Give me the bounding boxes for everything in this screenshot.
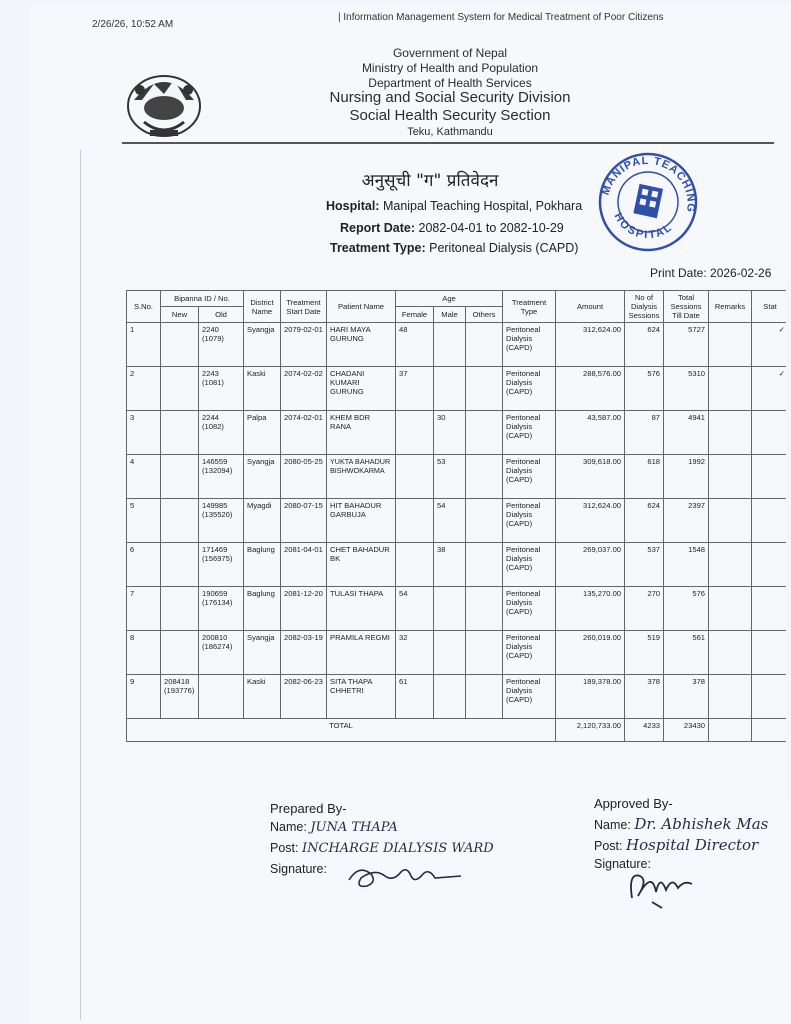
cell-others [466,631,503,675]
cell-total-sessions: 2397 [664,499,709,543]
total-row [127,719,789,742]
table-row [127,411,789,455]
svg-text:HOSPITAL: HOSPITAL [611,211,676,242]
header-new: New [161,307,199,323]
cell-district: Syangja [244,631,281,675]
cell-total-sessions: 4941 [664,411,709,455]
cell-district: Palpa [244,411,281,455]
cell-amount: 43,587.00 [556,411,625,455]
cell-remarks [709,543,752,587]
header-old: Old [199,307,244,323]
cell-amount: 135,270.00 [556,587,625,631]
approved-signature-label: Signature: [594,857,651,871]
header-remarks: Remarks [709,291,752,323]
report-date-info [340,221,564,235]
cell-old-id: 2240 [202,325,219,334]
header-sessions: No of Dialysis Sessions [625,291,664,323]
cell-male: 54 [434,499,466,543]
cell-new [161,411,199,455]
cell-old-sub: (176134) [202,598,233,607]
cell-others [466,499,503,543]
cell-old-sub: (156975) [202,554,233,563]
cell-new-id: 208418 [164,677,190,686]
cell-district: Syangja [244,455,281,499]
total-status [752,719,789,742]
cell-male [434,323,466,367]
cell-treatment-type: Peritoneal Dialysis (CAPD) [503,411,556,455]
header-treatment-type: Treatment Type [503,291,556,323]
cell-old-id: 149985 [202,501,228,510]
header-bipanna: Bipanna ID / No. [161,291,244,307]
cell-district: Kaski [244,367,281,411]
cell-treatment-type: Peritoneal Dialysis (CAPD) [503,499,556,543]
total-sessions-till-date: 23430 [664,719,709,742]
cell-sessions: 618 [625,455,664,499]
cell-old-id: 200810 [202,633,228,642]
nepal-emblem-icon [120,60,208,144]
cell-female [396,411,434,455]
approved-signature-mark [622,862,702,912]
table-row [127,367,789,411]
cell-old-id: 2244 [202,413,219,422]
header-female: Female [396,307,434,323]
cell-new-sub: (193776) [164,686,195,695]
prepared-name-line [270,820,494,841]
cell-patient-name: PRAMILA REGMI [327,631,396,675]
table-row [127,543,789,587]
cell-sno: 9 [127,675,161,719]
cell-others [466,675,503,719]
cell-patient-name: CHADANI KUMARI GURUNG [327,367,396,411]
cell-female [396,455,434,499]
cell-new [161,367,199,411]
cell-total-sessions: 1548 [664,543,709,587]
prepared-signature-mark [345,858,465,892]
prepared-heading: Prepared By- [270,801,347,816]
cell-status [752,411,789,455]
cell-start-date: 2079-02-01 [281,323,327,367]
cell-sessions: 537 [625,543,664,587]
cell-treatment-type: Peritoneal Dialysis (CAPD) [503,543,556,587]
cell-district: Kaski [244,675,281,719]
prepared-post-label: Post: [270,841,299,855]
table-row [127,631,789,675]
header-district: District Name [244,291,281,323]
cell-treatment-type: Peritoneal Dialysis (CAPD) [503,631,556,675]
table-row [127,499,789,543]
hospital-value: Manipal Teaching Hospital, Pokhara [382,199,583,213]
svg-text:MANIPAL TEACHING: MANIPAL TEACHING [599,154,697,214]
cell-old [199,367,244,411]
cell-old [199,323,244,367]
cell-old-sub: (132094) [202,466,233,475]
approved-name-label: Name: [594,818,631,832]
cell-new [161,631,199,675]
system-title: | Information Management System for Medical Treatment of Poor Citizens [338,12,664,23]
cell-others [466,323,503,367]
cell-remarks [709,411,752,455]
cell-others [466,543,503,587]
approved-post-label: Post: [594,839,623,853]
cell-start-date: 2080-07-15 [281,499,327,543]
cell-start-date: 2081-04-01 [281,543,327,587]
cell-sessions: 270 [625,587,664,631]
approved-post-line [594,836,768,857]
table-row [127,455,789,499]
prepared-name-value: JUNA THAPA [310,820,398,835]
approved-post-value: Hospital Director [625,836,759,854]
treatment-type-value: Peritoneal Dialysis (CAPD) [429,241,579,255]
cell-treatment-type: Peritoneal Dialysis (CAPD) [503,367,556,411]
cell-amount: 269,037.00 [556,543,625,587]
cell-sno: 2 [127,367,161,411]
cell-old-id: 2243 [202,369,219,378]
prepared-name-label: Name: [270,820,307,834]
cell-male [434,367,466,411]
cell-male: 30 [434,411,466,455]
approved-heading: Approved By- [594,796,673,811]
cell-female: 32 [396,631,434,675]
cell-total-sessions: 5727 [664,323,709,367]
header-age: Age [396,291,503,307]
cell-old [199,631,244,675]
cell-new [161,675,199,719]
cell-patient-name: HIT BAHADUR GARBUJA [327,499,396,543]
hospital-seal-stamp [592,150,704,254]
cell-new [161,499,199,543]
header-ministry: Ministry of Health and Population [361,61,539,75]
header-section: Social Health Security Section [349,107,551,124]
cell-district: Syangja [244,323,281,367]
cell-others [466,367,503,411]
cell-patient-name: KHEM BDR RANA [327,411,396,455]
cell-sno: 8 [127,631,161,675]
cell-others [466,455,503,499]
cell-others [466,587,503,631]
cell-remarks [709,455,752,499]
page-edge-mask [786,280,791,800]
cell-sno: 4 [127,455,161,499]
cell-new [161,323,199,367]
cell-male [434,675,466,719]
cell-remarks [709,499,752,543]
cell-sno: 1 [127,323,161,367]
header-total-sessions: Total Sessions Till Date [664,291,709,323]
cell-treatment-type: Peritoneal Dialysis (CAPD) [503,587,556,631]
total-amount: 2,120,733.00 [556,719,625,742]
cell-male [434,587,466,631]
cell-new [161,543,199,587]
cell-amount: 260,019.00 [556,631,625,675]
cell-old [199,675,244,719]
cell-remarks [709,675,752,719]
table-row [127,587,789,631]
cell-remarks [709,323,752,367]
header-sno: S.No. [127,291,161,323]
cell-old [199,411,244,455]
cell-female [396,499,434,543]
cell-sno: 6 [127,543,161,587]
cell-treatment-type: Peritoneal Dialysis (CAPD) [503,675,556,719]
cell-sno: 5 [127,499,161,543]
cell-amount: 288,576.00 [556,367,625,411]
cell-start-date: 2081-12-20 [281,587,327,631]
header-start-date: Treatment Start Date [281,291,327,323]
total-remarks [709,719,752,742]
cell-old [199,587,244,631]
hospital-info [326,199,582,213]
cell-male [434,631,466,675]
cell-sno: 3 [127,411,161,455]
cell-female: 37 [396,367,434,411]
header-male: Male [434,307,466,323]
cell-old-id: 171469 [202,545,228,554]
cell-old [199,455,244,499]
prepared-post-value: INCHARGE DIALYSIS WARD [301,841,494,856]
cell-remarks [709,587,752,631]
cell-total-sessions: 378 [664,675,709,719]
header-division: Nursing and Social Security Division [329,89,571,106]
cell-status [752,499,789,543]
cell-new [161,587,199,631]
treatment-type-label: Treatment Type: [330,241,426,255]
treatment-type-info [330,241,578,255]
cell-remarks [709,631,752,675]
cell-start-date: 2074-02-01 [281,411,327,455]
cell-female: 48 [396,323,434,367]
table-row [127,675,789,719]
page-edge-line [80,150,81,1020]
header-department: Department of Health Services [368,76,532,90]
report-title: अनुसूची "ग" प्रतिवेदन [361,171,499,191]
prepared-signature-label: Signature: [270,862,327,876]
cell-district: Baglung [244,587,281,631]
cell-status [752,543,789,587]
cell-female: 54 [396,587,434,631]
cell-status [752,675,789,719]
cell-old-sub: (1081) [202,378,224,387]
cell-old-sub: (1082) [202,422,224,431]
cell-treatment-type: Peritoneal Dialysis (CAPD) [503,455,556,499]
report-date-value: 2082-04-01 to 2082-10-29 [418,221,564,235]
print-date: Print Date: 2026-02-26 [650,266,772,280]
cell-patient-name: HARI MAYA GURUNG [327,323,396,367]
cell-total-sessions: 1992 [664,455,709,499]
cell-status: ✓ [752,323,789,367]
cell-start-date: 2082-06-23 [281,675,327,719]
cell-sessions: 87 [625,411,664,455]
header-government: Government of Nepal [392,46,508,60]
cell-old [199,499,244,543]
cell-old-sub: (186274) [202,642,233,651]
cell-old-sub: (135520) [202,510,233,519]
cell-status: ✓ [752,367,789,411]
cell-treatment-type: Peritoneal Dialysis (CAPD) [503,323,556,367]
cell-male: 53 [434,455,466,499]
cell-start-date: 2082-03-19 [281,631,327,675]
cell-sessions: 519 [625,631,664,675]
cell-amount: 309,618.00 [556,455,625,499]
cell-start-date: 2074-02-02 [281,367,327,411]
header-address: Teku, Kathmandu [407,126,493,138]
total-label: TOTAL [127,719,556,742]
cell-female: 61 [396,675,434,719]
cell-others [466,411,503,455]
cell-patient-name: TULASI THAPA [327,587,396,631]
cell-district: Baglung [244,543,281,587]
cell-patient-name: SITA THAPA CHHETRI [327,675,396,719]
cell-status [752,587,789,631]
cell-patient-name: CHET BAHADUR BK [327,543,396,587]
report-date-label: Report Date: [340,221,416,235]
cell-status [752,631,789,675]
report-table [126,290,789,742]
cell-old-sub: (1079) [202,334,224,343]
cell-total-sessions: 561 [664,631,709,675]
cell-status [752,455,789,499]
cell-total-sessions: 5310 [664,367,709,411]
cell-old-id: 146559 [202,457,228,466]
cell-sno: 7 [127,587,161,631]
cell-amount: 312,624.00 [556,323,625,367]
total-sessions: 4233 [625,719,664,742]
cell-sessions: 624 [625,323,664,367]
cell-new [161,455,199,499]
table-row [127,323,789,367]
cell-old [199,543,244,587]
cell-start-date: 2080-05-25 [281,455,327,499]
cell-female [396,543,434,587]
approved-name-line [594,815,768,836]
print-timestamp: 2/26/26, 10:52 AM [92,19,174,30]
cell-sessions: 378 [625,675,664,719]
cell-remarks [709,367,752,411]
cell-male: 38 [434,543,466,587]
header-patient-name: Patient Name [327,291,396,323]
header-others: Others [466,307,503,323]
hospital-label: Hospital: [326,199,380,213]
header-status: Stat [752,291,789,323]
cell-patient-name: YUKTA BAHADUR BISHWOKARMA [327,455,396,499]
cell-sessions: 624 [625,499,664,543]
cell-amount: 312,624.00 [556,499,625,543]
cell-district: Myagdi [244,499,281,543]
cell-amount: 189,378.00 [556,675,625,719]
header-amount: Amount [556,291,625,323]
cell-old-id: 190659 [202,589,228,598]
approved-name-value: Dr. Abhishek Mas [634,815,769,833]
cell-total-sessions: 576 [664,587,709,631]
cell-sessions: 576 [625,367,664,411]
header-divider [122,142,774,144]
